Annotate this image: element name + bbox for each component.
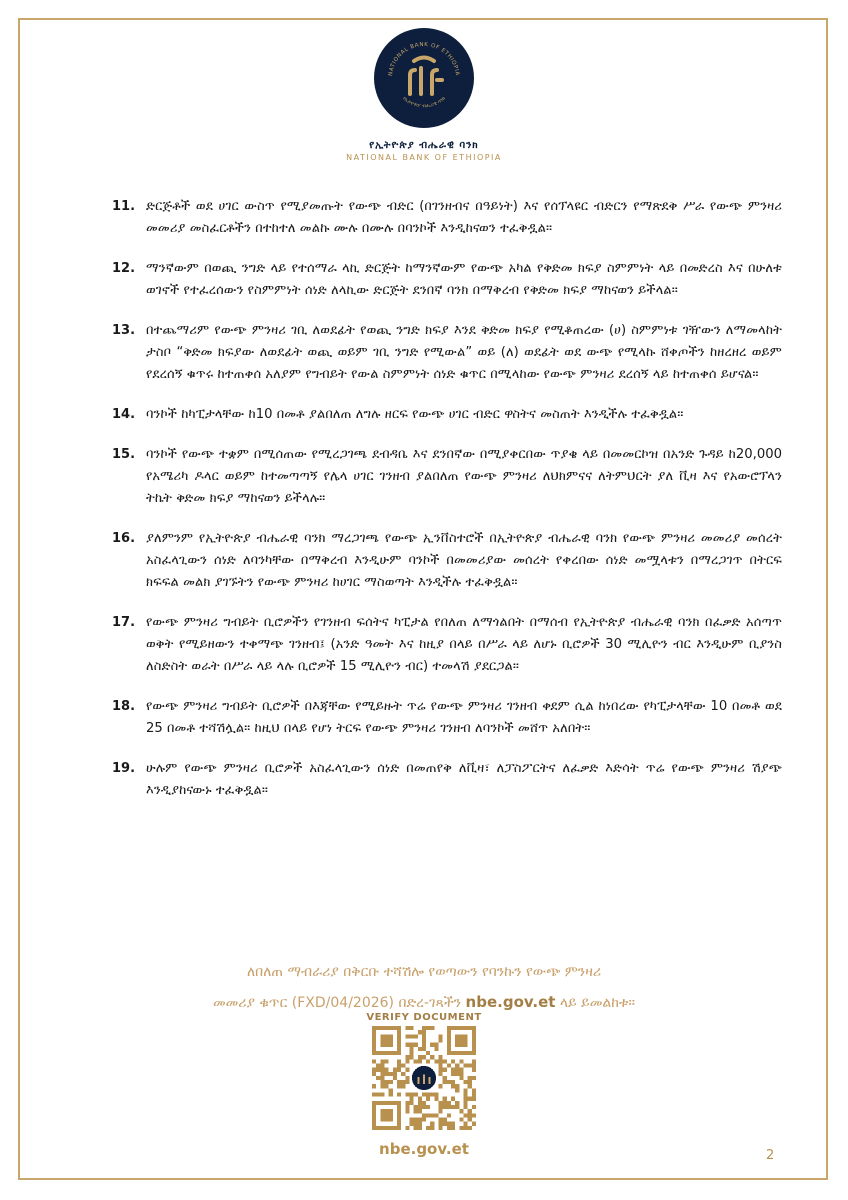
item-number: 12. — [112, 261, 136, 276]
list-item — [112, 758, 782, 802]
item-number: 18. — [112, 699, 136, 714]
logo-ring-text: NATIONAL BANK OF ETHIOPIA — [388, 41, 460, 77]
page-number: 2 — [766, 1148, 775, 1163]
notice-line-2-end: ላይ ይመልከቱ። — [559, 995, 635, 1011]
bank-name-amharic: የኢትዮጵያ ብሔራዊ ባንክ — [369, 140, 479, 151]
nbe-logo — [374, 28, 474, 128]
logo-ring-text-am: የኢትዮጵያ ብሔራዊ ባንክ — [401, 95, 447, 110]
list-item — [112, 528, 782, 594]
list-item — [112, 696, 782, 740]
qr-code[interactable] — [372, 1026, 476, 1130]
letterhead — [0, 28, 848, 162]
item-text: ባንኮች ከካፒታላቸው ከ10 በመቶ ያልበለጠ ለግሉ ዘርፍ የውጭ ሀገር ብድር ዋስትና መስጠት እንዲችሉ ተፈቅዷል። — [146, 407, 684, 422]
item-number: 13. — [112, 323, 136, 338]
website-link[interactable]: nbe.gov.et — [465, 993, 556, 1011]
list-item — [112, 258, 782, 302]
item-number: 15. — [112, 447, 136, 462]
item-number: 11. — [112, 199, 136, 214]
list-item — [112, 320, 782, 386]
item-number: 14. — [112, 407, 136, 422]
item-text: በተጨማሪም የውጭ ምንዛሪ ገቢ ለወደፊት የወጪ ንግድ ክፍያ እንደ ቅድመ ክፍያ የሚቆጠረው (ሀ) ስምምነቱ ገዥውን ለማመላከት ታስቦ “ቅድመ ክፍያው ለወደፊት ወጪ ወይም ገቢ ንግድ የሚውል” ወይ (ለ) ወደፊት ወደ ውጭ የሚላኩ ሸቀጦችን ከዘረዘረ ወይም የደረሰኝ ቁጥሩ ከተጠቀሰ አለያም የግብይት የውል ስምምነት ሰነድ ቁጥር በሚላከው የውጭ ምንዛሪ ደረሰኝ ላይ ከተጠቀሰ ይሆናል። — [146, 323, 782, 382]
reference-notice — [90, 957, 758, 1018]
directive-list — [112, 196, 782, 820]
item-number: 17. — [112, 615, 136, 630]
item-number: 16. — [112, 531, 136, 546]
item-text: የውጭ ምንዛሪ ግብይት ቢሮዎች በእጃቸው የሚይዙት ጥሬ የውጭ ምንዛሪ ገንዘብ ቀደም ሲል ከነበረው የካፒታላቸው 10 በመቶ ወደ 25 በመቶ ተሻሽሏል። ከዚህ በላይ የሆነ ትርፍ የውጭ ምንዛሪ ገንዘብ ለባንኮች መሸጥ አለበት። — [146, 699, 782, 736]
item-text: ማንኛውም በወጪ ንግድ ላይ የተሰማራ ላኪ ድርጅት ከማንኛውም የውጭ አካል የቅድመ ክፍያ ስምምነት ላይ በመድረስ እና በሁለቱ ወገኖች የተፈረሰውን የስምምነት ሰነድ ለላኪው ድርጅት ደንበኛ ባንክ በማቅረብ የቅድመ ክፍያ ማከናወን ይችላል። — [146, 261, 782, 298]
footer-website[interactable]: nbe.gov.et — [379, 1140, 469, 1158]
bank-name-english: NATIONAL BANK OF ETHIOPIA — [346, 153, 502, 162]
item-number: 19. — [112, 761, 136, 776]
list-item — [112, 612, 782, 678]
notice-directive-ref: መመሪያ ቁጥር (FXD/04/2026) በድረ-ገጻችን — [213, 995, 462, 1011]
item-text: ባንኮች የውጭ ተቋም በሚሰጠው የሚረጋገጫ ደብዳቤ እና ደንበኛው በሚያቀርበው ጥያቄ ላይ በመመርኮዝ በአንድ ጉዳይ ከ20,000 የአሜሪካ ዶላር ወይም ከተመጣጣኝ የሌላ ሀገር ገንዘብ ያልበለጠ የውጭ ምንዛሪ ለህክምናና ለትምህርት ያለ ቪዛ እና የአውሮፕላን ትኬት ቅድመ ክፍያ ማከናወን ይችላሉ። — [146, 447, 782, 506]
notice-line-1: ለበለጠ ማብራሪያ በቅርቡ ተሻሽሎ የወጣውን የባንኩን የውጭ ምንዛሪ — [246, 964, 602, 980]
list-item — [112, 196, 782, 240]
list-item — [112, 444, 782, 510]
item-text: ድርጅቶች ወደ ሀገር ውስጥ የሚያመጡት የውጭ ብድር (በገንዘብና በዓይነት) እና የሰፕላዩር ብድርን የማጽደቅ ሥራ የውጭ ምንዛሪ መመሪያ መስፈርቶችን በተከተለ መልኩ ሙሉ በሙሉ በባንኮች እንዲከናወን ተፈቅዷል። — [146, 199, 782, 236]
item-text: ሁሉም የውጭ ምንዛሪ ቢሮዎች አስፈላጊውን ሰነድ በመጠየቅ ለቪዛ፣ ለፓስፖርትና ለፈቃድ እድሳት ጥሬ የውጭ ምንዛሪ ሽያጭ እንዲያከናውኑ ተፈቅዷል። — [146, 761, 782, 798]
verify-document-label: VERIFY DOCUMENT — [366, 1012, 482, 1023]
list-item — [112, 404, 782, 426]
svg-text:የኢትዮጵያ ብሔራዊ ባንክ — [401, 95, 447, 109]
nbe-emblem-icon — [374, 28, 474, 128]
item-text: የውጭ ምንዛሪ ግብይት ቢሮዎችን የገንዘብ ፍሰትና ካፒታል የበለጠ ለማጎልበት በማሰብ የኢትዮጵያ ብሔራዊ ባንክ በፈቃድ አሰጣጥ ወቅት የሚይዘውን ተቀማጭ ገንዘብ፤ (አንድ ዓመት እና ከዚያ በላይ በሥራ ላይ ለሆኑ ቢሮዎች 30 ሚሊዮን ብር እንዲሁም ቢያንስ ለስድስት ወራት በሥራ ላይ ላሉ ቢሮዎች 15 ሚሊዮን ብር) ተመላሽ ያደርጋል። — [146, 615, 782, 674]
item-text: ያለምንም የኢትዮጵያ ብሔራዊ ባንክ ማረጋገጫ የውጭ ኢንቨስተሮች በኢትዮጵያ ብሔራዊ ባንክ የውጭ ምንዛሪ መመሪያ መሰረት አስፈላጊውን ሰነድ ለባንካቸው በማቅረብ እንዲሁም ባንኮች በመመሪያው መሰረት የቀረበው ሰነድ መሟላቱን በማረጋገጥ በትርፍ ክፍፍል መልክ ያገኙትን የውጭ ምንዛሪ ከሀገር ማስወጣት እንዲችሉ ተፈቅዷል። — [146, 531, 782, 590]
